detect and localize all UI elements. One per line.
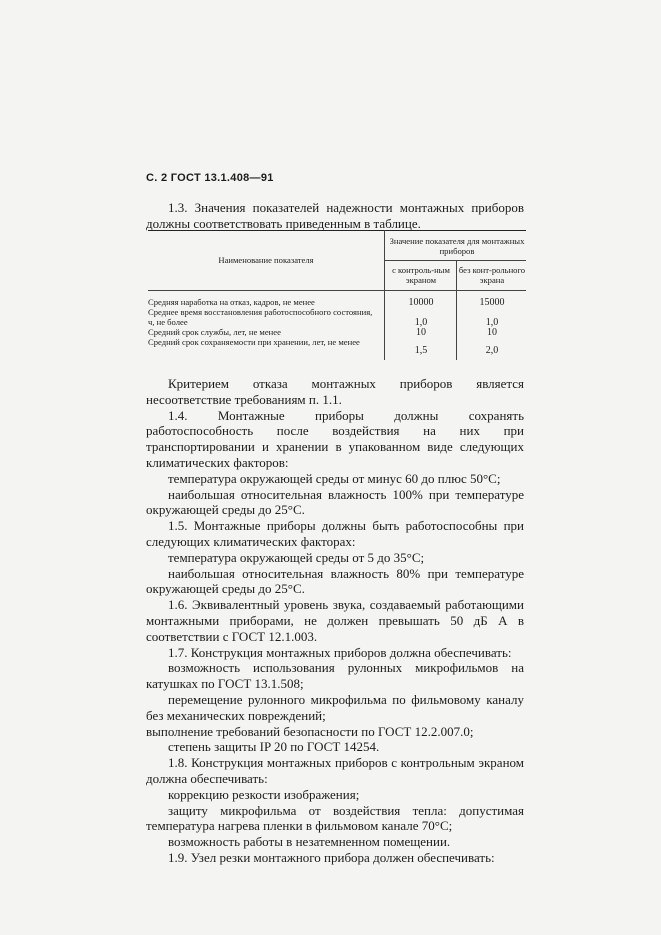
body-paragraph: 1.9. Узел резки монтажного прибора должен обеспечивать: — [168, 849, 495, 865]
table-divider — [456, 260, 457, 360]
body-paragraph: защиту микрофильма от воздействия тепла: допустимая температура нагрева пленки в фильмовом канале 70°С; — [146, 802, 524, 834]
body-paragraph: перемещение рулонного микрофильма по фильмовому каналу без механических повреждений; — [146, 691, 524, 723]
table-cell-with: 1,5 — [414, 345, 428, 356]
body-paragraph: наибольшая относительная влажность 100% при температуре окружающей среды до 25°С. — [146, 486, 524, 518]
intro-paragraph — [146, 200, 524, 232]
table-row-name: Среднее время восстановления работоспособного состояния, ч, не более — [148, 307, 373, 327]
body-text — [146, 376, 524, 866]
table-cell-with: 10000 — [408, 297, 434, 308]
table-cell-without: 1,0 — [485, 317, 499, 328]
column-header-name: Наименование показателя — [218, 255, 314, 265]
body-paragraph: 1.7. Конструкция монтажных приборов должна обеспечивать: — [168, 644, 512, 660]
body-paragraph: степень защиты IP 20 по ГОСТ 14254. — [168, 739, 380, 755]
table-cell-with: 1,0 — [414, 317, 428, 328]
body-paragraph: выполнение требований безопасности по ГОСТ 12.2.007.0; — [146, 723, 474, 739]
table-header-rule — [148, 290, 526, 291]
table-subheader-rule — [384, 260, 526, 261]
body-paragraph: Критерием отказа монтажных приборов является несоответствие требованиям п. 1.1. — [146, 376, 524, 407]
column-header-with-screen: с контроль-ным экраном — [392, 265, 450, 285]
body-paragraph: температура окружающей среды от минус 60 до плюс 50°С; — [168, 470, 501, 486]
table-row-name: Средняя наработка на отказ, кадров, не менее — [148, 297, 315, 307]
table-row-name: Средний срок службы, лет, не менее — [148, 327, 281, 337]
table-divider — [384, 230, 385, 360]
body-paragraph: 1.5. Монтажные приборы должны быть работоспособны при следующих климатических факторах: — [146, 518, 524, 549]
table-cell-without: 10 — [487, 327, 497, 338]
body-paragraph: 1.6. Эквивалентный уровень звука, создаваемый работающими монтажными приборами, не должен превышать 50 дБ А в соответствии с ГОСТ 12.1.003. — [146, 597, 524, 644]
body-paragraph: температура окружающей среды от 5 до 35°С; — [168, 549, 425, 565]
table-row-name: Средний срок сохраняемости при хранении, лет, не менее — [148, 337, 360, 347]
body-paragraph: 1.8. Конструкция монтажных приборов с контрольным экраном должна обеспечивать: — [146, 755, 524, 786]
column-header-group: Значение показателя для монтажных приборов — [389, 236, 525, 256]
table-cell-with: 10 — [416, 327, 426, 338]
table-cell-without: 2,0 — [485, 345, 499, 356]
body-paragraph: возможность работы в незатемненном помещении. — [168, 834, 451, 850]
body-paragraph: коррекцию резкости изображения; — [168, 786, 360, 802]
body-paragraph: наибольшая относительная влажность 80% при температуре окружающей среды до 25°С. — [146, 565, 524, 597]
table-cell-without: 15000 — [479, 297, 505, 308]
body-paragraph: возможность использования рулонных микрофильмов на катушках по ГОСТ 13.1.508; — [146, 660, 524, 692]
column-header-without-screen: без конт-рольного экрана — [458, 265, 526, 285]
paragraph-1-3: 1.3. Значения показателей надежности монтажных приборов должны соответствовать приведенным в таблице. — [146, 200, 524, 231]
body-paragraph: 1.4. Монтажные приборы должны сохранять работоспособность после воздействия на них при транспортировании и хранении в упакованном виде следующих климатических факторов: — [146, 407, 524, 470]
page-header: С. 2 ГОСТ 13.1.408—91 — [146, 172, 274, 184]
table-top-rule — [148, 230, 526, 231]
